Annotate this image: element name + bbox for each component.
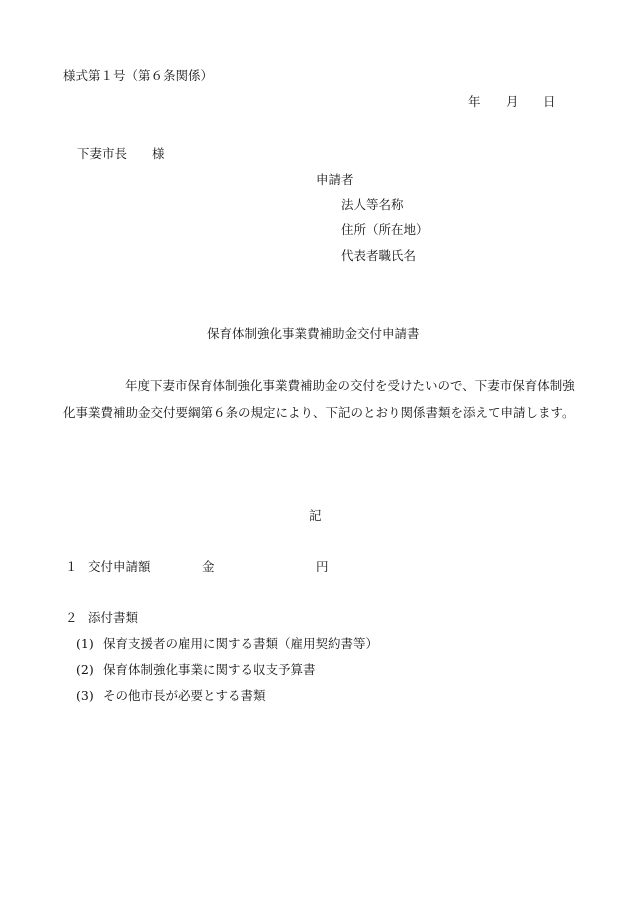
- date-month-label: 月: [506, 94, 519, 109]
- addressee-honorific: 様: [152, 146, 165, 161]
- application-body-text: 年度下妻市保育体制強化事業費補助金の交付を受けたいので、下妻市保育体制強化事業費補助金交付要綱第６条の規定により、下記のとおり関係書類を添えて申請します。: [63, 378, 575, 420]
- date-year-label: 年: [468, 94, 481, 109]
- attachment-number: (2): [76, 662, 94, 677]
- item1-number: １: [65, 559, 78, 574]
- item2-label: 添付書類: [88, 610, 139, 625]
- attachment-number: (1): [76, 636, 94, 651]
- document-title: 保育体制強化事業費補助金交付申請書: [207, 326, 420, 341]
- attachment-text: その他市長が必要とする書類: [103, 688, 266, 703]
- item1-kin: 金: [202, 559, 215, 574]
- addressee-name: 下妻市長: [77, 146, 128, 161]
- attachment-number: (3): [76, 688, 94, 703]
- attachment-text: 保育体制強化事業に関する収支予算書: [103, 662, 316, 677]
- item1-label: 交付申請額: [88, 559, 151, 574]
- applicant-label: 申請者: [316, 172, 354, 187]
- date-day-label: 日: [543, 94, 556, 109]
- org-name-label: 法人等名称: [341, 197, 404, 212]
- item2-number: ２: [65, 610, 78, 625]
- item1-yen: 円: [316, 559, 329, 574]
- representative-label: 代表者職氏名: [341, 248, 417, 263]
- attachment-text: 保育支援者の雇用に関する書類（雇用契約書等）: [103, 636, 379, 651]
- form-number: 様式第１号（第６条関係）: [63, 68, 214, 83]
- ki-heading: 記: [309, 508, 322, 523]
- address-label: 住所（所在地）: [341, 222, 429, 237]
